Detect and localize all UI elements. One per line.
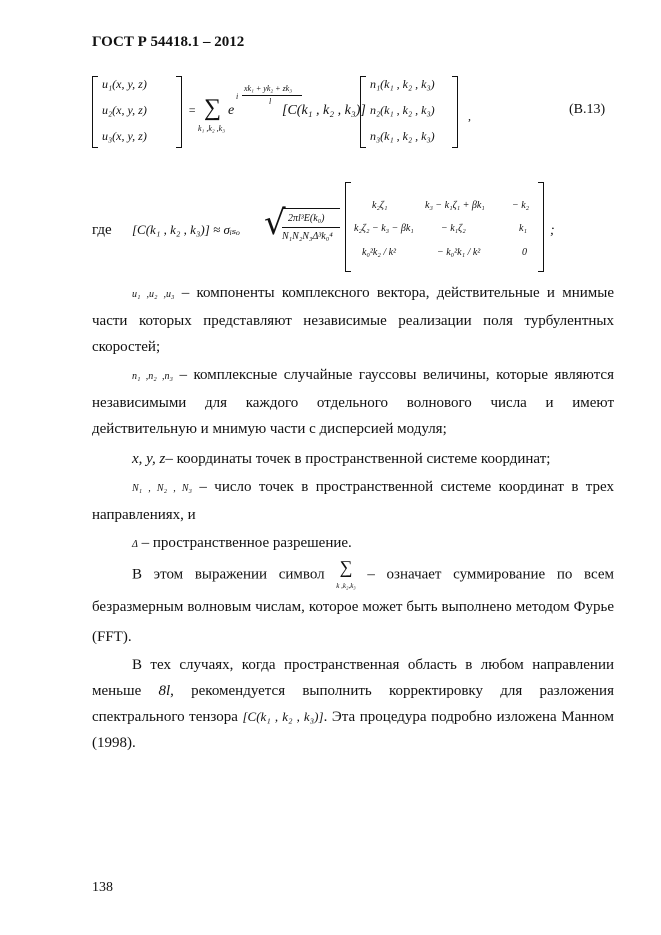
rhs-row-2: n₂(k₁ , k₂ , k₃) [370,103,435,117]
sqrt-overline [282,208,340,209]
exp-base: e [228,103,235,118]
sum-explanation-symbol: ∑ [339,557,353,577]
exp-denominator: l [269,97,272,106]
matrix-cell-2-3: k₁ [519,223,527,234]
rhs-right-bracket [452,76,458,148]
sum-explanation-symbol-block [336,558,355,592]
exp-fraction-bar [242,95,302,96]
definition-trailing-semicolon: ; [550,223,555,238]
definition-xyz-text: – координаты точек в пространственной системе координат; [165,451,551,467]
matrix-cell-3-2: − k₀²k₁ / k² [437,247,481,258]
sum-explanation [92,558,614,652]
definition-xyz [92,446,614,472]
lhs-right-bracket [176,76,182,148]
tensor-term: [C(k₁ , k₂ , k₃)] [282,103,366,118]
correction-text-2: , рекомендуется выполнить корректировку для разложения спектрального тензора [92,683,614,725]
matrix-cell-3-3: 0 [522,247,527,258]
correction-8l: 8l [158,683,171,699]
equation-label: (B.13) [569,102,606,117]
equation-b13 [92,74,622,154]
where-word: где [92,222,112,238]
sum-index: k₁ ,k₂ ,k₃ [198,124,225,133]
document-header: ГОСТ Р 54418.1 – 2012 [92,34,245,50]
sum-explanation-before: В этом выражении символ [132,566,337,583]
sqrt-denominator: N₁N₂N₃Δ³k₀⁴ [282,231,333,242]
rhs-row-1: n₁(k₁ , k₂ , k₃) [370,77,435,91]
matrix-left-bracket [345,182,351,272]
matrix-cell-2-1: k₂ζ₂ − k₃ − βk₁ [354,223,414,234]
matrix-cell-2-2: − k₁ζ₂ [441,223,466,234]
tensor-definition [92,180,622,275]
definition-N-symbol: N₁ , N₂ , N₃ [132,483,192,494]
correction-tensor: [C(k₁ , k₂ , k₃)] [242,709,324,724]
tensor-approx: [C(k₁ , k₂ , k₃)] ≈ σᵢₛₒ [132,222,241,237]
definition-u-text: – компоненты комплексного вектора, действительные и мнимые части которых представляют независимые реализации поля турбулентных скоростей; [92,285,614,355]
matrix-right-bracket [538,182,544,272]
rhs-row-3: n₃(k₁ , k₂ , k₃) [370,129,435,143]
matrix-cell-3-1: k₀²k₂ / k² [362,247,397,258]
sqrt-symbol: √ [264,203,286,243]
definition-n [92,362,614,442]
definition-u [92,280,614,360]
matrix-cell-1-1: k₂ζ₁ [372,200,388,211]
lhs-row-3: u₃(x, y, z) [102,129,147,143]
lhs-row-1: u₁(x, y, z) [102,77,147,91]
equals-sign: = [188,103,197,117]
definition-delta [92,530,614,558]
exp-i: i [236,92,239,101]
definition-xyz-symbol: x, y, z [132,451,166,467]
definition-u-symbol: u₁ ,u₂ ,u₃ [132,289,175,300]
correction-text-3: . Эта процедура подробно изложена Манном (1998). [92,709,614,751]
rhs-left-bracket [360,76,366,148]
page-number: 138 [92,880,113,895]
correction-text-1: В тех случаях, когда пространственная область в любом направлении меньше [92,657,614,699]
sqrt-fraction-bar [282,227,340,228]
exp-numerator: xk₁ + yk₂ + zk₃ [244,84,293,93]
definition-N-text: – число точек в пространственной системе координат в трех направлениях, и [92,479,614,523]
matrix-cell-1-3: − k₂ [512,200,530,211]
definition-N [92,474,614,528]
lhs-row-2: u₂(x, y, z) [102,103,147,117]
sum-explanation-sub: k ,k₂,k₃ [336,582,356,590]
definition-n-symbol: n₁ ,n₂ ,n₃ [132,371,173,382]
matrix-cell-1-2: k₃ − k₁ζ₁ + βk₁ [425,200,485,211]
correction-paragraph [92,652,614,756]
definition-delta-symbol: Δ [132,539,138,550]
sum-symbol: ∑ [204,95,222,121]
definition-delta-text: – пространственное разрешение. [137,535,352,551]
lhs-left-bracket [92,76,98,148]
equation-trailing-comma: , [468,109,471,123]
definition-n-text: – комплексные случайные гауссовы величины, которые являются независимыми для каждого отдельного волнового числа и имеют действительную и мнимую части с дисперсией модуля; [92,367,614,437]
sqrt-numerator: 2πl³E(k₀) [288,213,325,224]
sum-explanation-after: – означает суммирование по всем безразмерным волновым числам, которое может быть выполнено методом Фурье (FFT). [92,566,614,645]
